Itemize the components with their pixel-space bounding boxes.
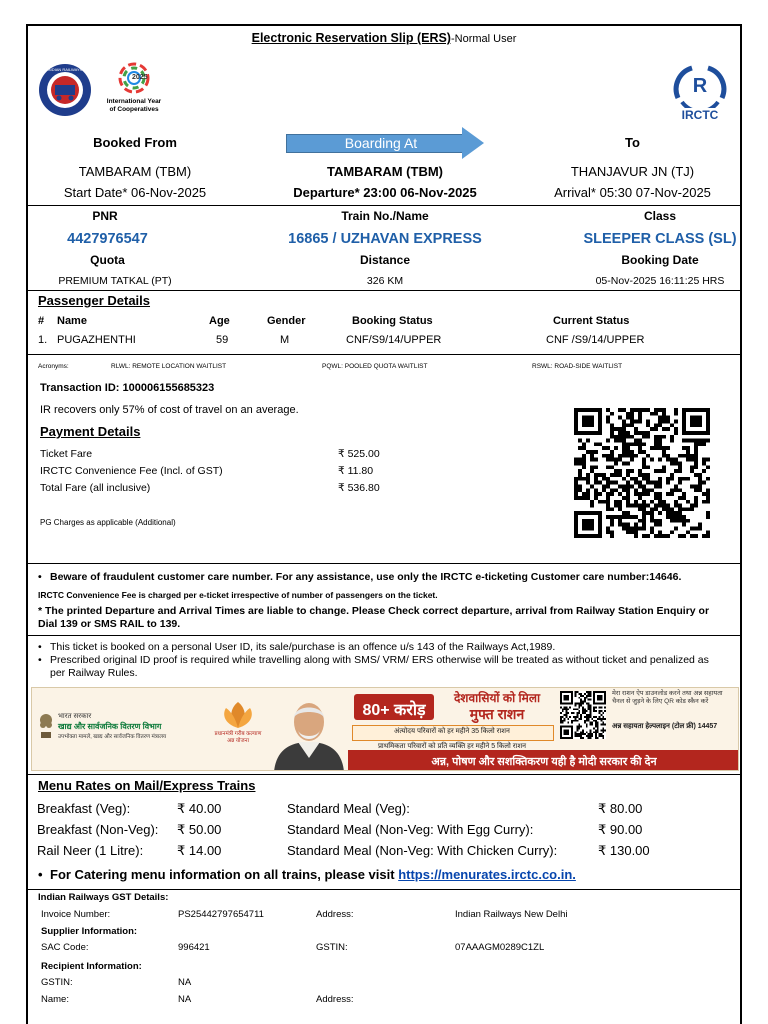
boarding-at-label: Boarding At <box>344 135 418 151</box>
passenger-no: 1. <box>38 334 48 346</box>
irctc-logo-text: IRCTC <box>681 108 719 122</box>
divider <box>26 889 742 890</box>
distance-label: Distance <box>359 253 411 267</box>
sac-label: SAC Code: <box>41 942 89 953</box>
recipient-name: NA <box>178 994 192 1005</box>
divider <box>26 354 742 355</box>
passenger-current-status: CNF /S9/14/UPPER <box>546 334 645 346</box>
pm-photo <box>268 692 350 771</box>
invoice-label: Invoice Number: <box>41 909 111 920</box>
coop-caption-1: International Year <box>106 98 162 105</box>
transaction-id: Transaction ID: 100006155685323 <box>40 382 215 394</box>
banner-footer: अन्न, पोषण और सशक्तिकरण यही है मोदी सरकार की देन <box>431 756 657 768</box>
address-value: Indian Railways New Delhi <box>455 909 568 920</box>
acronyms-label: Acronyms: <box>38 363 69 370</box>
menu-item-label: Rail Neer (1 Litre): <box>37 843 144 858</box>
scheme-name: प्रधानमंत्री गरीब कल्याण अन्न योजना <box>214 731 262 744</box>
page-title <box>0 31 768 45</box>
recovery-note: IR recovers only 57% of cost of travel on an average. <box>40 404 299 416</box>
gstin-label: GSTIN: <box>316 942 348 953</box>
recipient-title: Recipient Information: <box>41 961 142 972</box>
banner-govt-3: उपभोक्ता मामले, खाद्य और सार्वजनिक वितरण मंत्रालय <box>58 734 167 740</box>
menu-item-price: ₹ 80.00 <box>598 801 643 816</box>
emblem-icon <box>38 710 54 740</box>
recipient-gstin-label: GSTIN: <box>41 977 73 988</box>
from-station: TAMBARAM (TBM) <box>78 164 192 179</box>
to-label: To <box>625 135 640 150</box>
col-header-name: Name <box>57 315 87 327</box>
menu-item-price: ₹ 40.00 <box>177 801 222 816</box>
menu-item-price: ₹ 14.00 <box>177 843 222 858</box>
divider <box>26 290 742 291</box>
fraud-notice-text: • Beware of fraudulent customer care number. For any assistance, use only the IRCTC e-ticketing Customer care number:14646. <box>36 571 726 583</box>
to-station: THANJAVUR JN (TJ) <box>570 164 695 179</box>
train-value: 16865 / UZHAVAN EXPRESS <box>288 231 482 247</box>
coop-year: 2025 <box>132 74 148 81</box>
legal-notices <box>36 641 726 680</box>
booked-from-label: Booked From <box>93 135 177 150</box>
acronym-rswl: RSWL: ROAD-SIDE WAITLIST <box>532 363 623 370</box>
recipient-address-label: Address: <box>316 994 354 1005</box>
passenger-gender: M <box>280 334 290 346</box>
coop-year-logo <box>100 60 170 118</box>
menu-item-price: ₹ 130.00 <box>598 843 650 858</box>
banner-headline-2: मुफ्त राशन <box>469 706 525 722</box>
recipient-name-label: Name: <box>41 994 69 1005</box>
quota-value: PREMIUM TATKAL (PT) <box>58 275 172 287</box>
banner-line-2: प्राथमिकता परिवारों को प्रति व्यक्ति हर महीने 5 किलो राशन <box>377 743 527 750</box>
booking-date-value: 05-Nov-2025 16:11:25 HRS <box>595 275 725 287</box>
start-date: Start Date* 06-Nov-2025 <box>63 185 207 200</box>
boarding-at-arrow <box>286 127 486 159</box>
booking-date-label: Booking Date <box>621 253 699 267</box>
train-label: Train No./Name <box>341 209 429 223</box>
boarding-station: TAMBARAM (TBM) <box>326 164 443 179</box>
catering-text: For Catering menu information on all trains, please visit <box>50 867 399 882</box>
menu-item-label: Breakfast (Veg): <box>37 801 131 816</box>
ticket-qr-code <box>574 408 710 538</box>
banner-right-1: मेरा राशन ऐप डाउनलोड करने तथा अन्न सहायता चैनल से जुड़ने के लिए QR कोड स्कैन करें <box>612 690 723 705</box>
menu-item-label: Standard Meal (Veg): <box>287 801 410 816</box>
ticket-fare-value: ₹ 525.00 <box>338 448 380 460</box>
acronym-pqwl: PQWL: POOLED QUOTA WAITLIST <box>322 363 428 370</box>
gst-title: Indian Railways GST Details: <box>38 892 169 903</box>
passenger-age: 59 <box>216 334 229 346</box>
banner-crore: 80+ करोड़ <box>362 702 426 719</box>
col-header-no: # <box>38 315 45 327</box>
sac-code: 996421 <box>178 942 210 953</box>
menu-item-price: ₹ 90.00 <box>598 822 643 837</box>
banner-line-1: अंत्योदय परिवारों को हर महीने 35 किलो राशन <box>394 728 510 735</box>
recipient-gstin: NA <box>178 977 192 988</box>
col-header-gender: Gender <box>267 315 306 327</box>
svg-text:R: R <box>692 75 708 97</box>
ers-title: Electronic Reservation Slip (ERS) <box>251 31 451 45</box>
class-label: Class <box>643 209 677 223</box>
banner-govt-2: खाद्य और सार्वजनिक वितरण विभाग <box>58 722 162 731</box>
divider <box>26 563 742 564</box>
coop-caption-2: of Cooperatives <box>109 106 159 113</box>
gstin-value: 07AAAGM0289C1ZL <box>455 942 545 953</box>
indian-railways-logo <box>38 63 92 117</box>
distance-value: 326 KM <box>366 275 404 287</box>
ticket-fare-label: Ticket Fare <box>40 448 93 460</box>
menu-item-label: Breakfast (Non-Veg): <box>37 822 159 837</box>
acronym-rlwl: RLWL: REMOTE LOCATION WAITLIST <box>111 363 227 370</box>
fraud-notice <box>36 571 726 583</box>
convenience-fee-value: ₹ 11.80 <box>338 465 374 477</box>
svg-text:INDIAN RAILWAYS: INDIAN RAILWAYS <box>47 67 83 72</box>
scheme-logo <box>214 700 262 754</box>
class-value: SLEEPER CLASS (SL) <box>583 231 737 247</box>
timing-notice: * The printed Departure and Arrival Times are liable to change. Please Check correct departure, arrival from Railway Station Enquiry or Dial 139 or SMS RAIL to 139. <box>38 605 710 630</box>
banner-qr-code <box>560 691 606 739</box>
divider <box>26 635 742 636</box>
arrival-time: Arrival* 05:30 07-Nov-2025 <box>554 185 711 200</box>
col-header-age: Age <box>209 315 230 327</box>
passenger-booking-status: CNF/S9/14/UPPER <box>346 334 442 346</box>
menu-rates-title: Menu Rates on Mail/Express Trains <box>38 778 256 793</box>
passenger-details-title: Passenger Details <box>38 293 151 308</box>
banner-headline-1: देशवासियों को मिला <box>453 691 541 705</box>
convenience-fee-label: IRCTC Convenience Fee (Incl. of GST) <box>40 465 223 477</box>
banner-right-2: अन्न सहायता हेल्पलाइन (टोल फ्री) 14457 <box>612 723 718 730</box>
catering-info <box>36 867 576 882</box>
pnr-label: PNR <box>92 209 118 223</box>
total-fare-label: Total Fare (all inclusive) <box>40 482 151 494</box>
pg-charges-note: PG Charges as applicable (Additional) <box>40 518 176 527</box>
departure-time: Departure* 23:00 06-Nov-2025 <box>293 185 477 200</box>
payment-details-title: Payment Details <box>40 424 141 439</box>
address-label: Address: <box>316 909 354 920</box>
invoice-number: PS25442797654711 <box>178 909 264 920</box>
total-fare-value: ₹ 536.80 <box>338 482 380 494</box>
col-header-current-status: Current Status <box>553 315 630 327</box>
banner-govt-1: भारत सरकार <box>58 713 92 720</box>
govt-ration-banner <box>31 687 739 771</box>
personal-id-notice: • This ticket is booked on a personal User ID, its sale/purchase is an offence u/s 143 of the Railways Act,1989. <box>36 641 726 654</box>
col-header-booking-status: Booking Status <box>352 315 433 327</box>
user-type: -Normal User <box>450 33 517 45</box>
quota-label: Quota <box>90 253 125 267</box>
menu-item-label: Standard Meal (Non-Veg: With Egg Curry): <box>287 822 534 837</box>
conv-fee-notice: IRCTC Convenience Fee is charged per e-ticket irrespective of number of passengers on the ticket. <box>38 590 438 600</box>
pnr-value: 4427976547 <box>67 231 148 247</box>
menu-item-label: Standard Meal (Non-Veg: With Chicken Curry): <box>287 843 558 858</box>
id-proof-notice: • Prescribed original ID proof is required while travelling along with SMS/ VRM/ ERS otherwise will be treated as without ticket and penalized as per Railway Rules. <box>36 654 726 680</box>
supplier-title: Supplier Information: <box>41 926 138 937</box>
catering-link[interactable]: https://menurates.irctc.co.in. <box>398 867 576 882</box>
divider <box>26 205 742 206</box>
irctc-logo <box>668 62 732 124</box>
divider <box>26 774 742 775</box>
passenger-name: PUGAZHENTHI <box>57 334 136 346</box>
menu-item-price: ₹ 50.00 <box>177 822 222 837</box>
